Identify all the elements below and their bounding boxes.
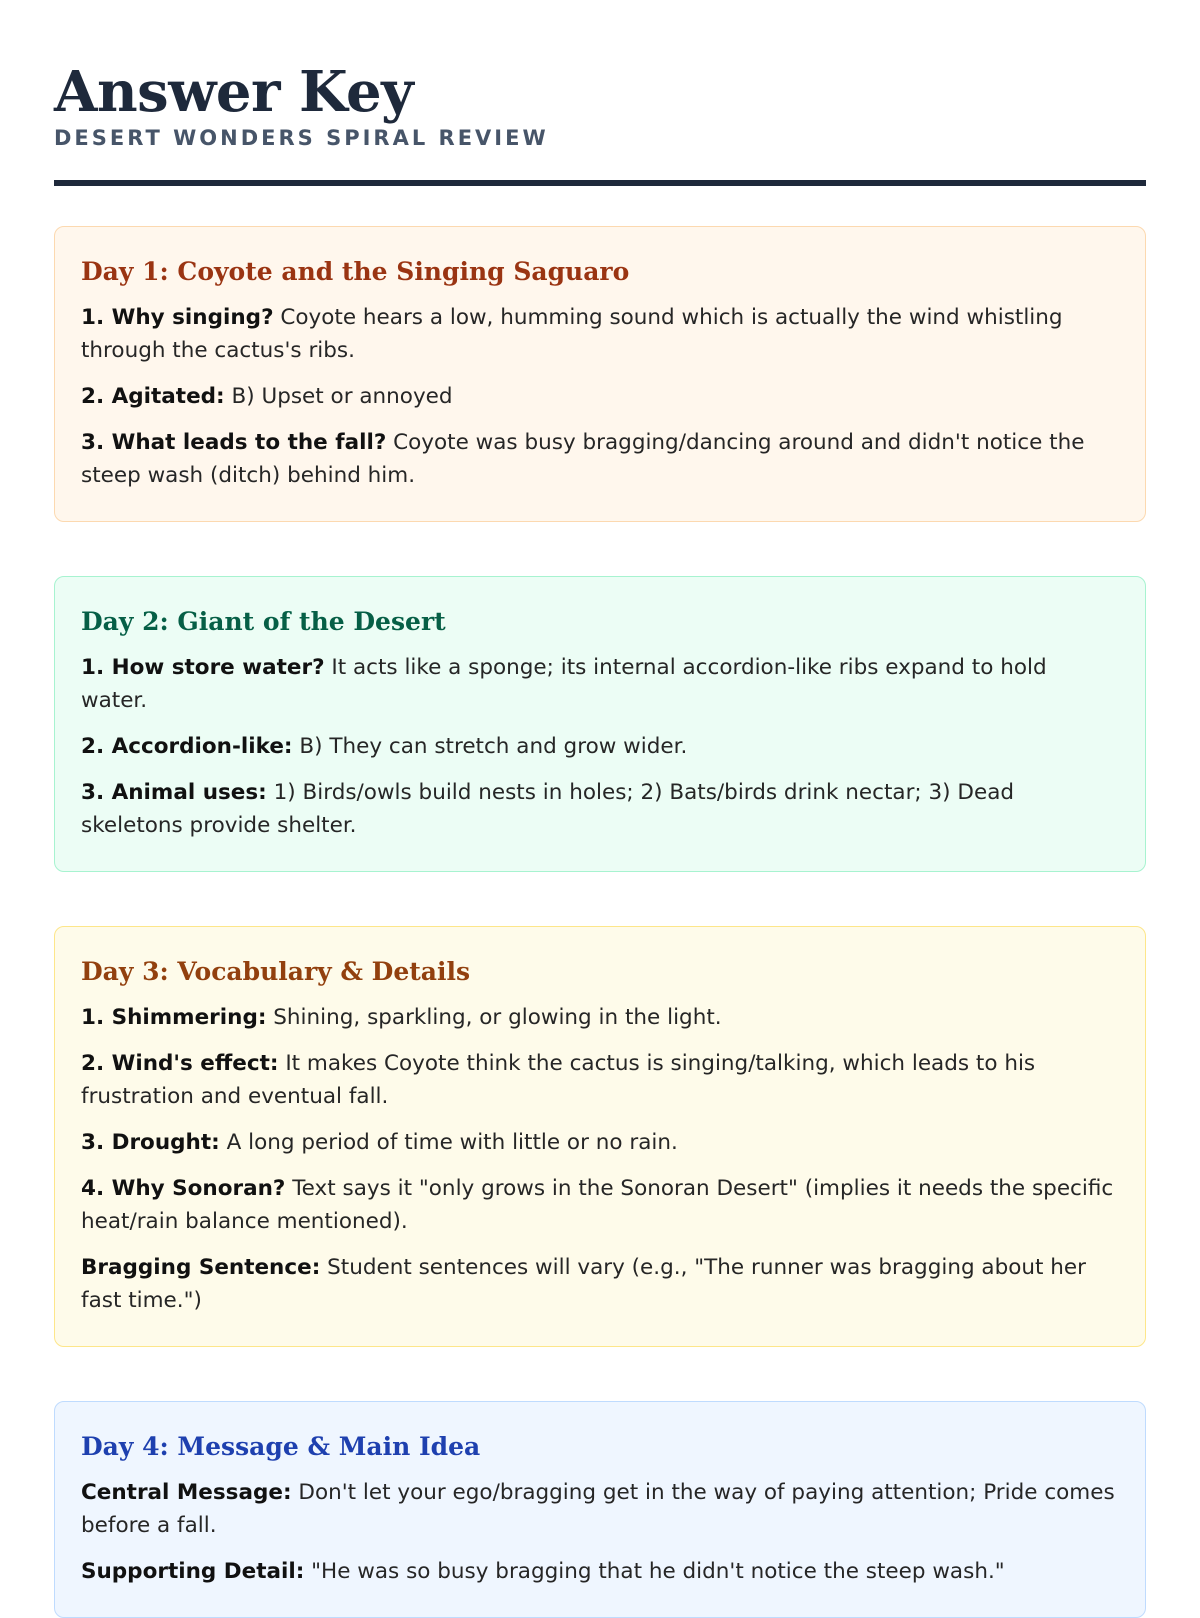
answer-item (81, 1001, 1119, 1034)
answer-text: 1) Birds/owls build nests in holes; 2) Bats/birds drink nectar; 3) Dead skeletons provide shelter. (81, 780, 1015, 838)
day-4-card (54, 1401, 1146, 1618)
answer-label: Supporting Detail: (81, 1559, 305, 1584)
answer-text: Student sentences will vary (e.g., "The runner was bragging about her fast time.") (81, 1255, 1086, 1313)
answer-label: 4. Why Sonoran? (81, 1176, 286, 1201)
answer-item (81, 1126, 1119, 1159)
answer-item (81, 301, 1119, 367)
answer-text: "He was so busy bragging that he didn't notice the steep wash." (311, 1559, 1005, 1584)
answer-label: 1. Why singing? (81, 305, 274, 330)
answer-label: 3. Animal uses: (81, 780, 267, 805)
page-title: Answer Key (54, 59, 414, 125)
day-1-card (54, 226, 1146, 522)
answer-item (81, 380, 1119, 413)
day-3-title: Day 3: Vocabulary & Details (81, 957, 471, 986)
answer-text: It makes Coyote think the cactus is singing/talking, which leads to his frustration and eventual fall. (81, 1051, 1036, 1109)
answer-item (81, 730, 1119, 763)
header (54, 60, 1146, 150)
answer-label: 1. How store water? (81, 655, 325, 680)
answer-label: 2. Accordion-like: (81, 734, 293, 759)
answer-text: B) Upset or annoyed (231, 384, 453, 409)
answer-text: Shining, sparkling, or glowing in the light. (273, 1005, 722, 1030)
answer-item (81, 1172, 1119, 1238)
answer-item (81, 426, 1119, 492)
answer-label: 1. Shimmering: (81, 1005, 267, 1030)
answer-item (81, 651, 1119, 717)
answer-label: Central Message: (81, 1480, 292, 1505)
day-4-title: Day 4: Message & Main Idea (81, 1432, 481, 1461)
header-divider (54, 180, 1146, 186)
page-subtitle: DESERT WONDERS SPIRAL REVIEW (54, 126, 549, 150)
answer-label: 3. What leads to the fall? (81, 430, 387, 455)
answer-label: 3. Drought: (81, 1130, 220, 1155)
answer-text: Text says it "only grows in the Sonoran Desert" (implies it needs the specific heat/rain balance mentioned). (81, 1176, 1114, 1234)
day-2-title: Day 2: Giant of the Desert (81, 607, 446, 636)
answer-item (81, 1251, 1119, 1317)
answer-text: Coyote was busy bragging/dancing around and didn't notice the steep wash (ditch) behind him. (81, 430, 1085, 488)
answer-item (81, 1047, 1119, 1113)
answer-item (81, 1555, 1119, 1588)
answer-item (81, 1476, 1119, 1542)
answer-text: Coyote hears a low, humming sound which is actually the wind whistling through the cactus's ribs. (81, 305, 1063, 363)
day-2-card (54, 576, 1146, 872)
answer-label: 2. Agitated: (81, 384, 225, 409)
answer-label: 2. Wind's effect: (81, 1051, 279, 1076)
day-3-card (54, 926, 1146, 1347)
answer-item (81, 776, 1119, 842)
answer-label: Bragging Sentence: (81, 1255, 321, 1280)
day-1-title: Day 1: Coyote and the Singing Saguaro (81, 257, 630, 286)
answer-text: It acts like a sponge; its internal accordion-like ribs expand to hold water. (81, 655, 1047, 713)
answer-text: A long period of time with little or no rain. (226, 1130, 678, 1155)
answer-text: B) They can stretch and grow wider. (299, 734, 688, 759)
answer-text: Don't let your ego/bragging get in the way of paying attention; Pride comes before a fall. (81, 1480, 1115, 1538)
